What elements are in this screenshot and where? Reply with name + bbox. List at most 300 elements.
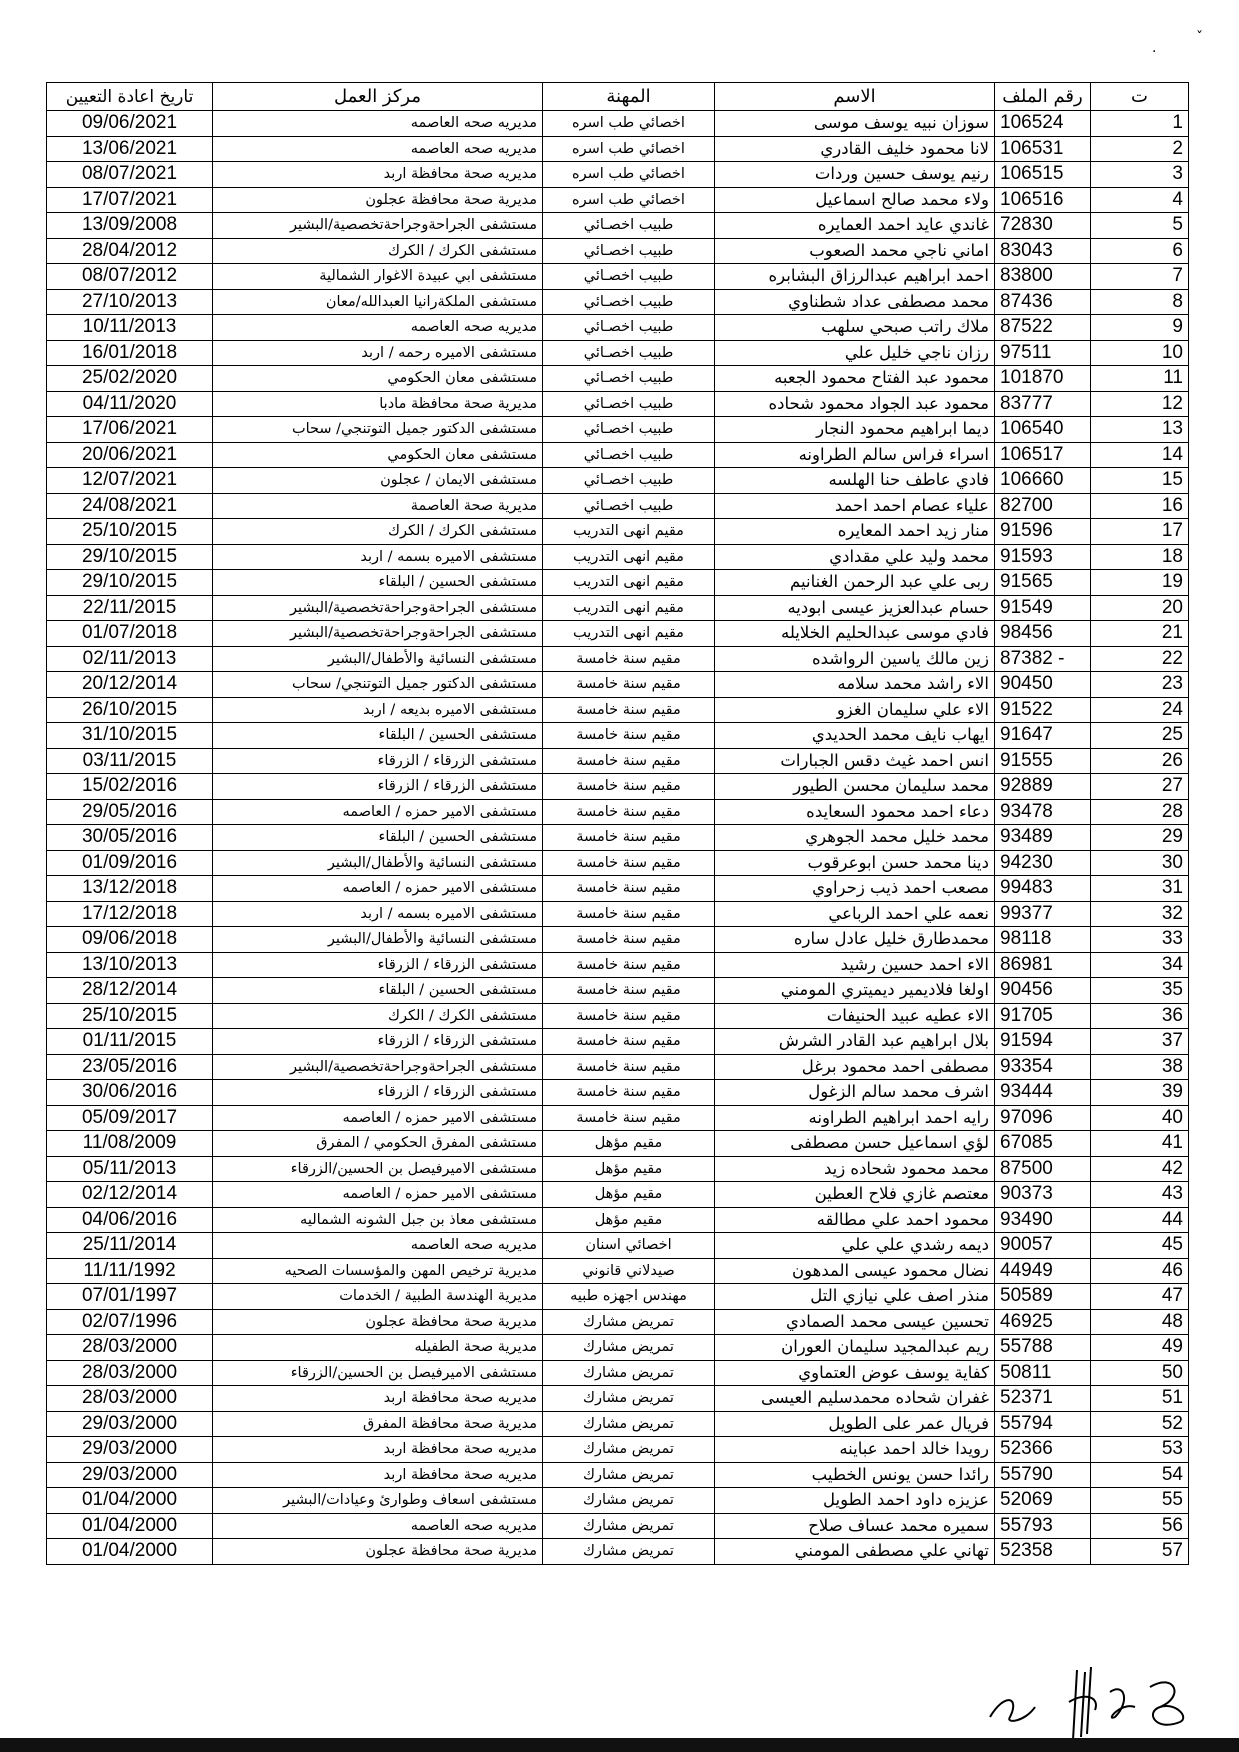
table-row <box>47 697 1189 723</box>
row-profession: مقيم سنة خامسة <box>543 850 715 876</box>
row-date: 01/04/2000 <box>47 1513 213 1539</box>
row-file-number: 87522 <box>995 315 1091 341</box>
row-file-number: 91594 <box>995 1029 1091 1055</box>
row-name: ديما ابراهيم محمود النجار <box>715 417 995 443</box>
row-file-number: 94230 <box>995 850 1091 876</box>
row-date: 13/10/2013 <box>47 952 213 978</box>
row-workplace: مستشفى الحسين / البلقاء <box>213 723 543 749</box>
row-workplace: مديريه صحة محافظة اربد <box>213 1462 543 1488</box>
row-profession: مقيم انهى التدريب <box>543 544 715 570</box>
row-name: نضال محمود عيسى المدهون <box>715 1258 995 1284</box>
row-name: رنيم يوسف حسين وردات <box>715 162 995 188</box>
row-serial: 12 <box>1091 391 1189 417</box>
table-row <box>47 748 1189 774</box>
table-row <box>47 978 1189 1004</box>
table-row <box>47 1309 1189 1335</box>
row-workplace: مستشفى الملكةرانيا العبدالله/معان <box>213 289 543 315</box>
row-profession: مقيم سنة خامسة <box>543 952 715 978</box>
header-date: تاريخ اعادة التعيين <box>47 83 213 111</box>
row-date: 22/11/2015 <box>47 595 213 621</box>
row-profession: طبيب اخصـائي <box>543 264 715 290</box>
header-workplace: مركز العمل <box>213 83 543 111</box>
row-date: 08/07/2021 <box>47 162 213 188</box>
row-serial: 40 <box>1091 1105 1189 1131</box>
row-profession: مقيم سنة خامسة <box>543 901 715 927</box>
table-row <box>47 1233 1189 1259</box>
row-workplace: مستشفى النسائية والأطفال/البشير <box>213 927 543 953</box>
row-profession: طبيب اخصـائي <box>543 417 715 443</box>
row-file-number: 87436 <box>995 289 1091 315</box>
row-serial: 39 <box>1091 1080 1189 1106</box>
table-row <box>47 315 1189 341</box>
row-name: منذر اصف علي نيازي التل <box>715 1284 995 1310</box>
row-file-number: 46925 <box>995 1309 1091 1335</box>
table-row <box>47 442 1189 468</box>
row-date: 29/10/2015 <box>47 544 213 570</box>
row-name: رايه احمد ابراهيم الطراونه <box>715 1105 995 1131</box>
row-file-number: 83043 <box>995 238 1091 264</box>
row-serial: 1 <box>1091 111 1189 137</box>
table-row <box>47 901 1189 927</box>
row-profession: مقيم سنة خامسة <box>543 723 715 749</box>
table-row <box>47 391 1189 417</box>
row-name: نعمه علي احمد الرباعي <box>715 901 995 927</box>
row-workplace: مديريه صحة محافظة اربد <box>213 162 543 188</box>
row-file-number: 82700 <box>995 493 1091 519</box>
row-profession: مقيم مؤهل <box>543 1131 715 1157</box>
row-serial: 55 <box>1091 1488 1189 1514</box>
row-name: احمد ابراهيم عبدالرزاق البشابره <box>715 264 995 290</box>
row-workplace: مديرية ترخيص المهن والمؤسسات الصحيه <box>213 1258 543 1284</box>
row-name: ريم عبدالمجيد سليمان العوران <box>715 1335 995 1361</box>
row-date: 03/11/2015 <box>47 748 213 774</box>
row-file-number: 67085 <box>995 1131 1091 1157</box>
row-file-number: 87382 - <box>995 646 1091 672</box>
row-name: سميره محمد عساف صلاح <box>715 1513 995 1539</box>
row-date: 11/11/1992 <box>47 1258 213 1284</box>
row-serial: 4 <box>1091 187 1189 213</box>
row-name: لؤي اسماعيل حسن مصطفى <box>715 1131 995 1157</box>
table-row <box>47 340 1189 366</box>
row-profession: طبيب اخصـائي <box>543 468 715 494</box>
row-file-number: 106515 <box>995 162 1091 188</box>
row-file-number: 55788 <box>995 1335 1091 1361</box>
row-date: 04/11/2020 <box>47 391 213 417</box>
row-serial: 24 <box>1091 697 1189 723</box>
table-row <box>47 1411 1189 1437</box>
row-profession: تمريض مشارك <box>543 1386 715 1412</box>
row-workplace: مديرية صحة الطفيله <box>213 1335 543 1361</box>
row-serial: 56 <box>1091 1513 1189 1539</box>
row-file-number: 90057 <box>995 1233 1091 1259</box>
row-serial: 2 <box>1091 136 1189 162</box>
row-date: 30/06/2016 <box>47 1080 213 1106</box>
row-workplace: مديرية صحة محافظة عجلون <box>213 1309 543 1335</box>
row-date: 29/05/2016 <box>47 799 213 825</box>
scan-mark: . <box>1152 40 1157 56</box>
row-file-number: 52366 <box>995 1437 1091 1463</box>
row-file-number: 93490 <box>995 1207 1091 1233</box>
row-workplace: مستشفى الجراحةوجراحةتخصصية/البشير <box>213 1054 543 1080</box>
row-name: منار زيد احمد المعايره <box>715 519 995 545</box>
row-file-number: 90450 <box>995 672 1091 698</box>
row-file-number: 91705 <box>995 1003 1091 1029</box>
row-serial: 27 <box>1091 774 1189 800</box>
row-date: 31/10/2015 <box>47 723 213 749</box>
row-profession: مقيم سنة خامسة <box>543 825 715 851</box>
row-workplace: مستشفى الامير حمزه / العاصمه <box>213 876 543 902</box>
row-workplace: مستشفى الاميره بديعه / اربد <box>213 697 543 723</box>
row-file-number: 91549 <box>995 595 1091 621</box>
row-name: حسام عبدالعزيز عيسى ابوديه <box>715 595 995 621</box>
row-file-number: 44949 <box>995 1258 1091 1284</box>
row-profession: تمريض مشارك <box>543 1488 715 1514</box>
table-row <box>47 1003 1189 1029</box>
row-date: 17/12/2018 <box>47 901 213 927</box>
row-profession: تمريض مشارك <box>543 1411 715 1437</box>
row-serial: 8 <box>1091 289 1189 315</box>
row-profession: مقيم انهى التدريب <box>543 621 715 647</box>
scan-edge <box>0 1738 1239 1752</box>
table-row <box>47 468 1189 494</box>
row-serial: 9 <box>1091 315 1189 341</box>
row-file-number: 86981 <box>995 952 1091 978</box>
row-profession: اخصائي طب اسره <box>543 162 715 188</box>
row-name: الاء علي سليمان الغزو <box>715 697 995 723</box>
row-profession: مقيم سنة خامسة <box>543 646 715 672</box>
row-name: محمود احمد علي مطالقه <box>715 1207 995 1233</box>
row-workplace: مستشفى النسائية والأطفال/البشير <box>213 850 543 876</box>
row-file-number: 91565 <box>995 570 1091 596</box>
row-workplace: مستشفى الكرك / الكرك <box>213 519 543 545</box>
row-file-number: 93354 <box>995 1054 1091 1080</box>
scan-mark: ˇ <box>1196 30 1203 46</box>
row-name: رزان ناجي خليل علي <box>715 340 995 366</box>
row-serial: 3 <box>1091 162 1189 188</box>
row-date: 30/05/2016 <box>47 825 213 851</box>
row-profession: مقيم سنة خامسة <box>543 927 715 953</box>
row-profession: طبيب اخصـائي <box>543 391 715 417</box>
table-row <box>47 1131 1189 1157</box>
row-file-number: 90456 <box>995 978 1091 1004</box>
row-date: 17/07/2021 <box>47 187 213 213</box>
row-date: 25/10/2015 <box>47 519 213 545</box>
header-name: الاسم <box>715 83 995 111</box>
row-profession: مقيم مؤهل <box>543 1182 715 1208</box>
row-workplace: مستشفى الايمان / عجلون <box>213 468 543 494</box>
row-serial: 15 <box>1091 468 1189 494</box>
row-date: 08/07/2012 <box>47 264 213 290</box>
row-file-number: 55793 <box>995 1513 1091 1539</box>
row-date: 07/01/1997 <box>47 1284 213 1310</box>
row-serial: 22 <box>1091 646 1189 672</box>
row-profession: طبيب اخصـائي <box>543 366 715 392</box>
table-row <box>47 136 1189 162</box>
row-name: فادي عاطف حنا الهلسه <box>715 468 995 494</box>
row-profession: اخصائي طب اسره <box>543 187 715 213</box>
row-profession: طبيب اخصـائي <box>543 289 715 315</box>
row-name: ربى علي عبد الرحمن الغنانيم <box>715 570 995 596</box>
row-name: فريال عمر على الطويل <box>715 1411 995 1437</box>
row-name: اماني ناجي محمد الصعوب <box>715 238 995 264</box>
row-date: 28/03/2000 <box>47 1335 213 1361</box>
row-date: 25/02/2020 <box>47 366 213 392</box>
row-profession: اخصائي طب اسره <box>543 136 715 162</box>
row-file-number: 98118 <box>995 927 1091 953</box>
table-row <box>47 1513 1189 1539</box>
row-name: تهاني علي مصطفى المومني <box>715 1539 995 1565</box>
reappointment-table <box>46 82 1189 1565</box>
row-workplace: مديريه صحه العاصمه <box>213 315 543 341</box>
row-workplace: مستشفى معاذ بن جبل الشونه الشماليه <box>213 1207 543 1233</box>
table-row <box>47 544 1189 570</box>
table-body <box>47 111 1189 1565</box>
row-workplace: مستشفى معان الحكومي <box>213 442 543 468</box>
row-workplace: مستشفى الدكتور جميل التوتنجي/ سحاب <box>213 672 543 698</box>
row-name: الاء عطيه عبيد الحنيفات <box>715 1003 995 1029</box>
row-serial: 51 <box>1091 1386 1189 1412</box>
row-serial: 34 <box>1091 952 1189 978</box>
row-file-number: 52358 <box>995 1539 1091 1565</box>
row-workplace: مستشفى الاميره رحمه / اربد <box>213 340 543 366</box>
row-workplace: مستشفى الجراحةوجراحةتخصصية/البشير <box>213 595 543 621</box>
row-serial: 30 <box>1091 850 1189 876</box>
row-profession: طبيب اخصـائي <box>543 238 715 264</box>
table-row <box>47 1488 1189 1514</box>
row-name: لانا محمود خليف القادري <box>715 136 995 162</box>
table-row <box>47 952 1189 978</box>
row-file-number: 91555 <box>995 748 1091 774</box>
row-profession: اخصائي اسنان <box>543 1233 715 1259</box>
row-date: 05/11/2013 <box>47 1156 213 1182</box>
row-file-number: 106660 <box>995 468 1091 494</box>
row-date: 20/12/2014 <box>47 672 213 698</box>
row-serial: 37 <box>1091 1029 1189 1055</box>
row-workplace: مستشفى معان الحكومي <box>213 366 543 392</box>
table-row <box>47 238 1189 264</box>
row-name: مصعب احمد ذيب زحراوي <box>715 876 995 902</box>
row-serial: 14 <box>1091 442 1189 468</box>
row-serial: 19 <box>1091 570 1189 596</box>
row-name: انس احمد غيث دقس الجبارات <box>715 748 995 774</box>
row-file-number: 106516 <box>995 187 1091 213</box>
row-profession: مقيم سنة خامسة <box>543 697 715 723</box>
table-row <box>47 1182 1189 1208</box>
row-profession: تمريض مشارك <box>543 1462 715 1488</box>
table-row <box>47 366 1189 392</box>
row-file-number: 83777 <box>995 391 1091 417</box>
table-row <box>47 850 1189 876</box>
table-row <box>47 1080 1189 1106</box>
row-name: كفاية يوسف عوض العتماوي <box>715 1360 995 1386</box>
row-workplace: مديرية صحة محافظة مادبا <box>213 391 543 417</box>
row-name: ولاء محمد صالح اسماعيل <box>715 187 995 213</box>
row-workplace: مستشفى الحسين / البلقاء <box>213 825 543 851</box>
row-date: 28/12/2014 <box>47 978 213 1004</box>
row-workplace: مستشفى الزرقاء / الزرقاء <box>213 748 543 774</box>
row-workplace: مديريه صحة محافظة اربد <box>213 1386 543 1412</box>
table-row <box>47 595 1189 621</box>
row-profession: مقيم سنة خامسة <box>543 1003 715 1029</box>
row-name: علياء عصام احمد احمد <box>715 493 995 519</box>
row-workplace: مديرية صحة محافظة المفرق <box>213 1411 543 1437</box>
row-workplace: مديرية صحة محافظة عجلون <box>213 187 543 213</box>
row-name: محمد سليمان محسن الطيور <box>715 774 995 800</box>
row-serial: 28 <box>1091 799 1189 825</box>
table-row <box>47 774 1189 800</box>
table-row <box>47 289 1189 315</box>
row-profession: مقيم سنة خامسة <box>543 774 715 800</box>
row-date: 17/06/2021 <box>47 417 213 443</box>
row-name: رويدا خالد احمد عباينه <box>715 1437 995 1463</box>
row-profession: مهندس اجهزه طبيه <box>543 1284 715 1310</box>
table-row <box>47 1539 1189 1565</box>
row-serial: 23 <box>1091 672 1189 698</box>
row-workplace: مستشفى ابي عبيدة الاغوار الشمالية <box>213 264 543 290</box>
table-row <box>47 493 1189 519</box>
row-serial: 35 <box>1091 978 1189 1004</box>
row-serial: 48 <box>1091 1309 1189 1335</box>
row-workplace: مستشفى الزرقاء / الزرقاء <box>213 1080 543 1106</box>
table-row <box>47 1207 1189 1233</box>
row-date: 09/06/2018 <box>47 927 213 953</box>
row-date: 28/03/2000 <box>47 1360 213 1386</box>
row-profession: تمريض مشارك <box>543 1335 715 1361</box>
row-date: 12/07/2021 <box>47 468 213 494</box>
table-row <box>47 646 1189 672</box>
row-file-number: 91522 <box>995 697 1091 723</box>
row-file-number: 93478 <box>995 799 1091 825</box>
row-date: 28/04/2012 <box>47 238 213 264</box>
row-serial: 54 <box>1091 1462 1189 1488</box>
table-row <box>47 1105 1189 1131</box>
row-file-number: 83800 <box>995 264 1091 290</box>
row-file-number: 106531 <box>995 136 1091 162</box>
row-profession: مقيم مؤهل <box>543 1207 715 1233</box>
row-workplace: مستشفى الاميره بسمه / اربد <box>213 544 543 570</box>
row-serial: 47 <box>1091 1284 1189 1310</box>
row-serial: 57 <box>1091 1539 1189 1565</box>
row-name: فادي موسى عبدالحليم الخلايله <box>715 621 995 647</box>
row-serial: 31 <box>1091 876 1189 902</box>
row-serial: 6 <box>1091 238 1189 264</box>
row-file-number: 92889 <box>995 774 1091 800</box>
table-row <box>47 621 1189 647</box>
row-date: 13/12/2018 <box>47 876 213 902</box>
row-workplace: مستشفى الحسين / البلقاء <box>213 978 543 1004</box>
row-name: ملاك راتب صبحي سلهب <box>715 315 995 341</box>
header-serial: ت <box>1091 83 1189 111</box>
row-file-number: 93489 <box>995 825 1091 851</box>
row-file-number: 98456 <box>995 621 1091 647</box>
row-date: 28/03/2000 <box>47 1386 213 1412</box>
row-workplace: مستشفى الامير حمزه / العاصمه <box>213 1105 543 1131</box>
row-profession: طبيب اخصـائي <box>543 315 715 341</box>
table-row <box>47 213 1189 239</box>
row-serial: 43 <box>1091 1182 1189 1208</box>
row-name: مصطفى احمد محمود برغل <box>715 1054 995 1080</box>
row-serial: 13 <box>1091 417 1189 443</box>
row-workplace: مستشفى المفرق الحكومي / المفرق <box>213 1131 543 1157</box>
table-row <box>47 417 1189 443</box>
row-serial: 46 <box>1091 1258 1189 1284</box>
row-profession: تمريض مشارك <box>543 1539 715 1565</box>
row-serial: 33 <box>1091 927 1189 953</box>
table-row <box>47 519 1189 545</box>
row-name: معتصم غازي فلاح العطين <box>715 1182 995 1208</box>
row-workplace: مستشفى الجراحةوجراحةتخصصية/البشير <box>213 621 543 647</box>
row-date: 01/07/2018 <box>47 621 213 647</box>
row-date: 10/11/2013 <box>47 315 213 341</box>
row-workplace: مديريه صحه العاصمه <box>213 111 543 137</box>
row-workplace: مستشفى الاميره بسمه / اربد <box>213 901 543 927</box>
row-serial: 38 <box>1091 1054 1189 1080</box>
row-file-number: 91593 <box>995 544 1091 570</box>
row-profession: تمريض مشارك <box>543 1513 715 1539</box>
row-workplace: مديريه صحه العاصمه <box>213 136 543 162</box>
row-file-number: 99377 <box>995 901 1091 927</box>
row-date: 24/08/2021 <box>47 493 213 519</box>
row-date: 01/11/2015 <box>47 1029 213 1055</box>
row-file-number: 52371 <box>995 1386 1091 1412</box>
row-date: 29/03/2000 <box>47 1437 213 1463</box>
table-row <box>47 672 1189 698</box>
row-date: 20/06/2021 <box>47 442 213 468</box>
row-profession: مقيم سنة خامسة <box>543 978 715 1004</box>
table-row <box>47 1462 1189 1488</box>
row-date: 29/10/2015 <box>47 570 213 596</box>
row-name: ايهاب نايف محمد الحديدي <box>715 723 995 749</box>
row-date: 11/08/2009 <box>47 1131 213 1157</box>
row-profession: طبيب اخصـائي <box>543 213 715 239</box>
table-row <box>47 876 1189 902</box>
table-row <box>47 264 1189 290</box>
row-workplace: مديرية الهندسة الطبية / الخدمات <box>213 1284 543 1310</box>
row-profession: صيدلاني قانوني <box>543 1258 715 1284</box>
row-profession: مقيم مؤهل <box>543 1156 715 1182</box>
row-file-number: 101870 <box>995 366 1091 392</box>
row-serial: 25 <box>1091 723 1189 749</box>
row-name: تحسين عيسى محمد الصمادي <box>715 1309 995 1335</box>
row-profession: اخصائي طب اسره <box>543 111 715 137</box>
row-name: محمود عبد الجواد محمود شحاده <box>715 391 995 417</box>
table-row <box>47 1360 1189 1386</box>
row-profession: مقيم سنة خامسة <box>543 876 715 902</box>
row-name: اولغا فلاديمير ديميتري المومني <box>715 978 995 1004</box>
row-profession: طبيب اخصـائي <box>543 493 715 519</box>
table-row <box>47 1386 1189 1412</box>
row-profession: طبيب اخصـائي <box>543 340 715 366</box>
row-name: محمد مصطفى عداد شطناوي <box>715 289 995 315</box>
table-row <box>47 570 1189 596</box>
row-date: 16/01/2018 <box>47 340 213 366</box>
row-serial: 5 <box>1091 213 1189 239</box>
row-serial: 29 <box>1091 825 1189 851</box>
row-serial: 21 <box>1091 621 1189 647</box>
row-workplace: مديريه صحه العاصمه <box>213 1233 543 1259</box>
row-date: 01/04/2000 <box>47 1488 213 1514</box>
row-date: 29/03/2000 <box>47 1462 213 1488</box>
row-date: 13/09/2008 <box>47 213 213 239</box>
row-date: 02/12/2014 <box>47 1182 213 1208</box>
row-workplace: مستشفى الاميرفيصل بن الحسين/الزرقاء <box>213 1360 543 1386</box>
row-profession: طبيب اخصـائي <box>543 442 715 468</box>
table-row <box>47 1335 1189 1361</box>
table-row <box>47 1054 1189 1080</box>
row-name: محمدطارق خليل عادل ساره <box>715 927 995 953</box>
row-date: 05/09/2017 <box>47 1105 213 1131</box>
row-workplace: مستشفى الكرك / الكرك <box>213 1003 543 1029</box>
